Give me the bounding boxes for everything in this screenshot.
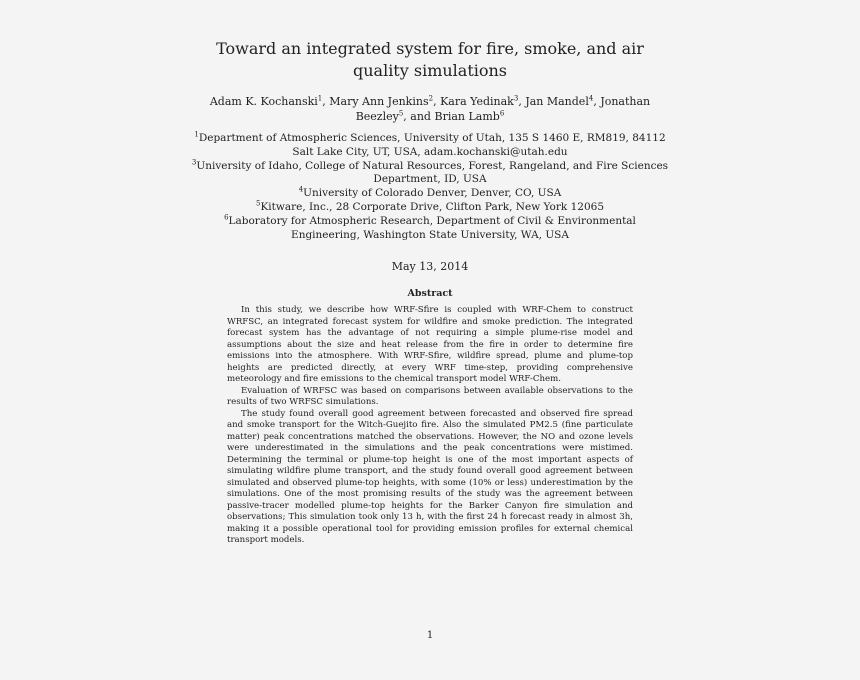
- affiliation: $^6$Laboratory for Atmospheric Research, Department of Civil & Environmental Engineering, Washington State University, WA, USA: [224, 213, 636, 241]
- abstract-paragraph: Evaluation of WRFSC was based on comparisons between available observations to the results of two WRFSC simulations.: [227, 385, 633, 407]
- author: Kara Yedinak$^3$: [440, 94, 519, 108]
- affiliation-list: [190, 132, 670, 242]
- paper-date: May 13, 2014: [391, 260, 469, 273]
- abstract-paragraph: In this study, we describe how WRF-Sfire is coupled with WRF-Chem to construct WRFSC, an integrated forecast system for wildfire and smoke prediction. The integrated forecast system has the advantage of not requiring a simple plume-rise model and assumptions about the size and heat release from the fire in order to determine fire emissions into the atmosphere. With WRF-Sfire, wildfire spread, plume and plume-top heights are predicted directly, at every WRF time-step, providing comprehensive meteorology and fire emissions to the chemical transport model WRF-Chem.: [227, 305, 633, 384]
- affiliation: $^1$Department of Atmospheric Sciences, University of Utah, 135 S 1460 E, RM819, 84112 Salt Lake City, UT, USA, adam.kochanski@utah.edu: [194, 130, 666, 158]
- abstract-body: [227, 305, 633, 547]
- author: Jonathan Beezley$^5$: [355, 95, 651, 123]
- affiliation: $^4$University of Colorado Denver, Denver, CO, USA: [298, 185, 562, 200]
- author-list: Adam K. Kochanski$^1$, Mary Ann Jenkins$^2$, Kara Yedinak$^3$, Jan Mandel$^4$, Jonathan Beezley$^5$, and Brian Lamb$^6$: [209, 94, 651, 123]
- affiliation: $^3$University of Idaho, College of Natural Resources, Forest, Rangeland, and Fire Sciences Department, ID, USA: [191, 158, 669, 186]
- page-number: 1: [426, 630, 434, 641]
- author: Adam K. Kochanski$^1$: [209, 94, 323, 108]
- author: Brian Lamb$^6$: [434, 109, 505, 123]
- author: Mary Ann Jenkins$^2$: [329, 94, 434, 108]
- author: Jan Mandel$^4$: [525, 94, 594, 108]
- abstract-paragraph: The study found overall good agreement between forecasted and observed fire spread and smoke transport for the Witch-Guejito fire. Also the simulated PM2.5 (fine particulate matter) peak concentrations matched the observations. However, the NO and ozone levels were underestimated in the simulations and the peak concentrations were mistimed. Determining the terminal or plume-top height is one of the most important aspects of simulating wildfire plume transport, and the study found overall good agreement between simulated and observed plume-top heights, with some (10% or less) underestimation by the simulations. One of the most promising results of the study was the agreement between passive-tracer modelled plume-top heights for the Barker Canyon fire simulation and observations; This simulation took only 13 h, with the first 24 h forecast ready in almost 3h, making it a possible operational tool for providing emission profiles for external chemical transport models.: [227, 408, 633, 545]
- paper-title: Toward an integrated system for fire, smoke, and air quality simulations: [216, 39, 644, 80]
- affiliation: $^5$Kitware, Inc., 28 Corporate Drive, Clifton Park, New York 12065: [255, 199, 604, 213]
- abstract-heading: Abstract: [407, 288, 453, 299]
